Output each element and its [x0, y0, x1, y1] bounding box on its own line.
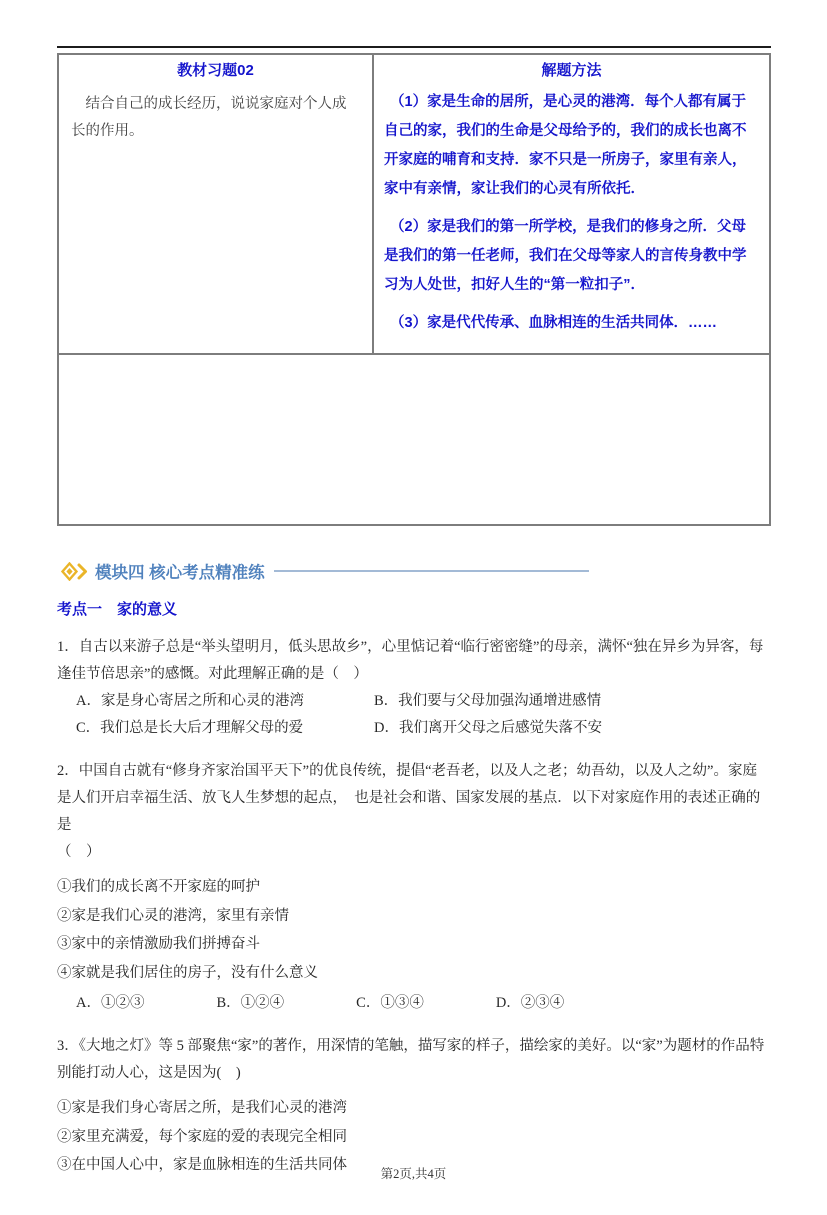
question-2 [57, 758, 771, 1017]
page-footer: 第2页,共4页 [380, 1167, 447, 1181]
item-1: ①家是我们身心寄居之所，是我们心灵的港湾 [57, 1100, 347, 1116]
item-3: ③在中国人心中，家是血脉相连的生活共同体 [57, 1157, 347, 1173]
module-header [57, 559, 589, 583]
header-rule [57, 46, 771, 48]
method-paragraph: （3）家是代代传承、血脉相连的生活共同体．…… [390, 315, 718, 331]
question-stem: 2．中国自古就有“修身齐家治国平天下”的优良传统，提倡“老吾老，以及人之老；幼吾幼，以及人之幼”。家庭是人们开启幸福生活、放飞人生梦想的起点， 也是社会和谐、国家发展的基点．以下对家庭作用的表述正确的是 [57, 763, 761, 833]
option-a: A．家是身心寄居之所和心灵的港湾 [76, 693, 304, 709]
option-b: B．①②④ [216, 995, 285, 1011]
question-stem: 3．《大地之灯》等 5 部聚焦“家”的著作，用深情的笔触，描写家的样子，描绘家的美好。以“家”为题材的作品特别能打动人心，这是因为( ) [57, 1038, 765, 1081]
table-row-empty [58, 354, 770, 525]
document-page [0, 46, 827, 1215]
option-d: D．我们离开父母之后感觉失落不安 [374, 720, 602, 736]
question-3 [57, 1033, 771, 1180]
question-1 [57, 634, 771, 742]
item-4: ④家就是我们居住的房子，没有什么意义 [57, 964, 318, 981]
table-cell-exercise [58, 54, 373, 354]
module-title: 模块四 核心考点精准练 [95, 564, 265, 582]
table-left-header: 教材习题02 [177, 62, 254, 79]
empty-answer-cell [58, 354, 770, 525]
question-stem: 1．自古以来游子总是“举头望明月，低头思故乡”，心里惦记着“临行密密缝”的母亲，满怀“独在异乡为异客，每逢佳节倍思亲”的感慨。对此理解正确的是（ ） [57, 639, 764, 682]
option-b: B．我们要与父母加强沟通增进感情 [374, 693, 602, 709]
option-a: A．①②③ [76, 995, 145, 1011]
diamond-chevron-icon [61, 562, 88, 581]
table-right-header: 解题方法 [541, 62, 602, 79]
table-cell-method [373, 54, 770, 354]
item-1: ①我们的成长离不开家庭的呵护 [57, 879, 260, 895]
option-c: C．我们总是长大后才理解父母的爱 [76, 720, 304, 736]
method-paragraph: （2）家是我们的第一所学校，是我们的修身之所．父母是我们的第一任老师，我们在父母等家人的言传身教中学习为人处世，扣好人生的“第一粒扣子”． [384, 219, 747, 293]
item-2: ②家是我们心灵的港湾，家里有亲情 [57, 907, 289, 924]
question-items [57, 873, 771, 987]
option-c: C．①③④ [356, 995, 424, 1011]
exercise-text: 结合自己的成长经历，说说家庭对个人成长的作用。 [71, 96, 347, 139]
method-paragraph: （1）家是生命的居所，是心灵的港湾．每个人都有属于自己的家，我们的生命是父母给予的，我们的成长也离不开家庭的哺育和支持．家不只是一所房子，家里有亲人，家中有亲情，家让我们的心灵有所依托． [384, 94, 747, 197]
module-header-line [274, 570, 589, 572]
table-row [58, 54, 770, 354]
item-3: ③家中的亲情激励我们拼搏奋斗 [57, 936, 260, 952]
question-options [57, 989, 771, 1017]
textbook-exercise-table [57, 53, 771, 526]
option-d: D．②③④ [495, 995, 565, 1011]
question-options [57, 688, 771, 742]
answer-paren: （ ） [57, 844, 101, 860]
item-2: ②家里充满爱，每个家庭的爱的表现完全相同 [57, 1128, 347, 1145]
section-title: 考点一 家的意义 [57, 601, 178, 618]
